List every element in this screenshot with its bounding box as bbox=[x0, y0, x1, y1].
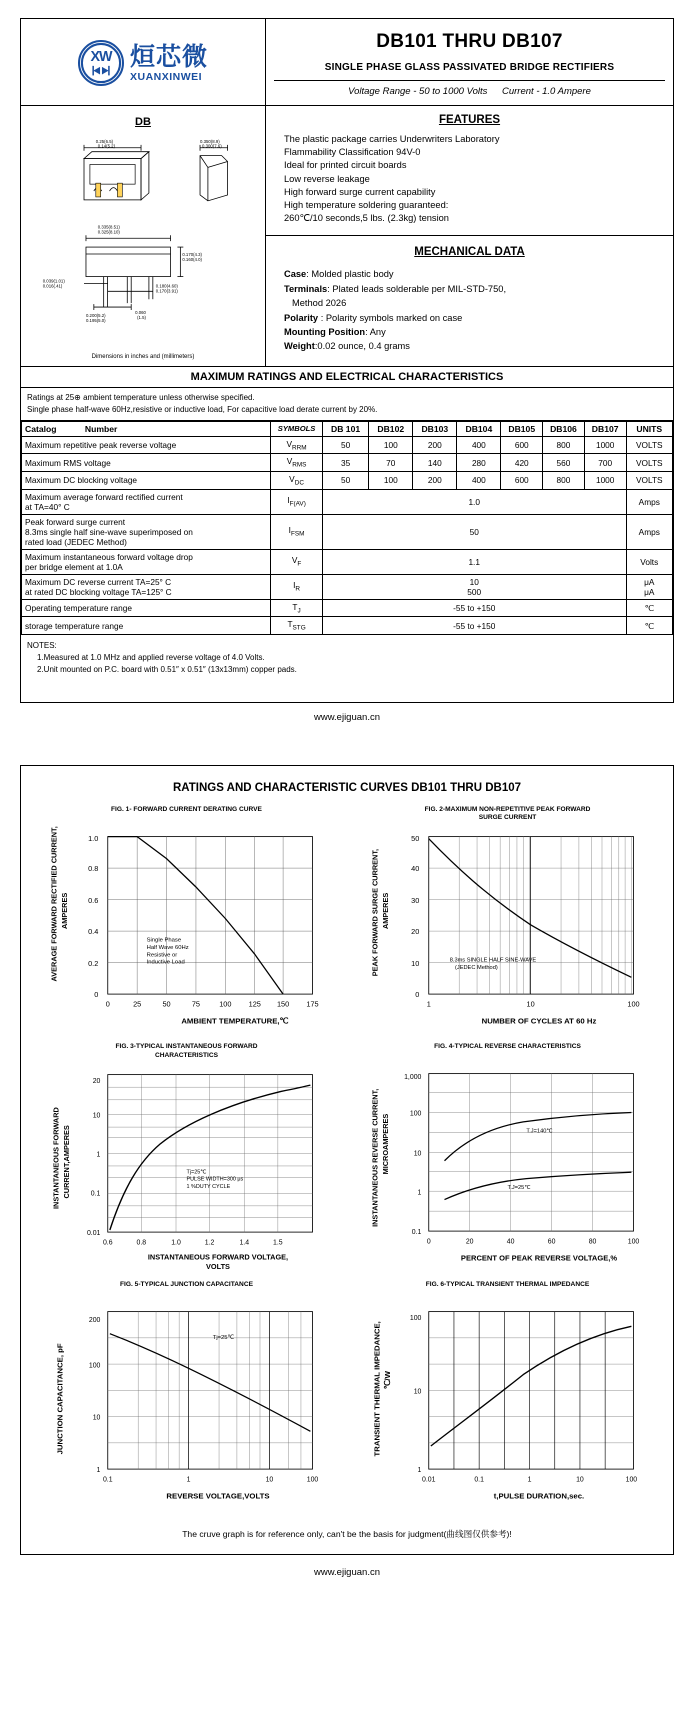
svg-text:1: 1 bbox=[186, 1476, 191, 1484]
svg-text:1.0: 1.0 bbox=[171, 1239, 181, 1247]
header-part-db106: DB106 bbox=[543, 421, 585, 436]
svg-text:100: 100 bbox=[306, 1476, 319, 1484]
row-description: Operating temperature range bbox=[22, 599, 271, 617]
chart-fig6-plot bbox=[350, 1299, 665, 1509]
svg-text:10: 10 bbox=[413, 1150, 422, 1158]
curves-title: RATINGS AND CHARACTERISTIC CURVES DB101 THRU DB107 bbox=[172, 781, 522, 794]
dim-8: 0.039(1.01) bbox=[42, 278, 65, 284]
header-part-db103: DB103 bbox=[413, 421, 457, 436]
package-drawing-panel bbox=[21, 106, 266, 366]
svg-text:Single Phase: Single Phase bbox=[146, 937, 182, 944]
mechanical-item-label: Weight bbox=[284, 341, 315, 352]
row-unit: VOLTS bbox=[626, 436, 672, 454]
svg-text:AMPERES: AMPERES bbox=[59, 892, 69, 929]
row-value-span: 1.0 bbox=[322, 489, 626, 514]
svg-text:CURRENT,AMPERES: CURRENT,AMPERES bbox=[61, 1125, 71, 1199]
row-symbol: $V_{DC}$ bbox=[271, 471, 323, 489]
mechanical-item bbox=[284, 267, 663, 281]
features-box bbox=[266, 106, 673, 236]
svg-text:0.2: 0.2 bbox=[88, 958, 99, 968]
chart-fig2-xlabel: NUMBER OF CYCLES AT 60 Hz bbox=[481, 1016, 597, 1026]
svg-text:8.3ms SINGLE HALF SINE-WAVE: 8.3ms SINGLE HALF SINE-WAVE bbox=[449, 957, 537, 964]
ratings-conditions bbox=[21, 388, 673, 420]
feature-item: High temperature soldering guaranteed: bbox=[284, 199, 449, 210]
table-row bbox=[22, 436, 673, 454]
row-description: Maximum RMS voltage bbox=[22, 454, 271, 472]
dim-4: 0.335(8.51) bbox=[97, 224, 120, 230]
svg-text:0.300(7.6): 0.300(7.6) bbox=[201, 143, 222, 149]
svg-text:T.J=25℃: T.J=25℃ bbox=[507, 1185, 531, 1192]
row-value: 400 bbox=[457, 436, 501, 454]
dim-0: 0.25(6.5) bbox=[95, 138, 114, 144]
header-part-db107: DB107 bbox=[584, 421, 626, 436]
svg-text:10: 10 bbox=[265, 1476, 274, 1484]
header-part-db102: DB102 bbox=[369, 421, 413, 436]
row-unit: ℃ bbox=[626, 599, 672, 617]
datasheet-sheet-1 bbox=[20, 18, 674, 703]
row-unit: ℃ bbox=[626, 617, 672, 635]
svg-text:1.4: 1.4 bbox=[239, 1239, 250, 1247]
row-unit: Amps bbox=[626, 514, 672, 549]
svg-text:20: 20 bbox=[92, 1077, 101, 1085]
dim-6: 0.170(4.3) bbox=[182, 251, 203, 257]
package-and-specs bbox=[21, 106, 673, 367]
row-symbol: $V_{RMS}$ bbox=[271, 454, 323, 472]
row-symbol: $I_R$ bbox=[271, 574, 323, 599]
current-rating: Current - 1.0 Ampere bbox=[502, 86, 591, 97]
website-footer-page1[interactable]: www.ejiguan.cn bbox=[313, 711, 380, 723]
svg-text:60: 60 bbox=[547, 1239, 556, 1247]
mechanical-item-value: : Plated leads solderable per MIL-STD-750, bbox=[327, 283, 507, 294]
svg-text:100: 100 bbox=[219, 999, 232, 1009]
note-item: 2.Unit mounted on P.C. board with 0.51″ x 0.51″ (13x13mm) copper pads. bbox=[37, 664, 297, 674]
svg-text:100: 100 bbox=[88, 1362, 101, 1370]
mechanical-item bbox=[284, 282, 663, 296]
header-symbols: SYMBOLS bbox=[271, 421, 323, 436]
svg-text:30: 30 bbox=[411, 896, 420, 906]
svg-text:0.1: 0.1 bbox=[411, 1229, 422, 1237]
chart-fig5-title: FIG. 5-TYPICAL JUNCTION CAPACITANCE bbox=[120, 1280, 253, 1288]
dim-10: 0.180(4.60) bbox=[155, 283, 178, 289]
header-units: UNITS bbox=[626, 421, 672, 436]
chart-fig6-title: FIG. 6-TYPICAL TRANSIENT THERMAL IMPEDANCE bbox=[425, 1280, 590, 1288]
chart-fig5 bbox=[29, 1281, 344, 1514]
svg-text:T.J=140℃: T.J=140℃ bbox=[526, 1128, 553, 1135]
specs-panel bbox=[266, 106, 673, 366]
row-value: 100 bbox=[369, 436, 413, 454]
svg-text:175: 175 bbox=[306, 999, 319, 1009]
row-value-span: 1.1 bbox=[322, 549, 626, 574]
svg-text:Tj=25℃: Tj=25℃ bbox=[212, 1334, 235, 1341]
voltage-range: Voltage Range - 50 to 1000 Volts bbox=[348, 86, 488, 97]
mechanical-item-value: :0.02 ounce, 0.4 grams bbox=[314, 341, 410, 352]
feature-item: The plastic package carries Underwriters Laboratory bbox=[284, 134, 500, 144]
header-part-db104: DB104 bbox=[457, 421, 501, 436]
chart-fig6-ylabel: TRANSIENT THERMAL IMPEDANCE, bbox=[372, 1320, 382, 1457]
page-title: DB101 THRU DB107 bbox=[376, 31, 563, 52]
svg-text:℃/W: ℃/W bbox=[382, 1370, 392, 1390]
ratings-table bbox=[21, 421, 673, 635]
footnotes bbox=[21, 635, 673, 702]
svg-text:20: 20 bbox=[411, 927, 420, 937]
table-row bbox=[22, 599, 673, 617]
svg-text:Inductive Load: Inductive Load bbox=[146, 959, 185, 966]
svg-text:40: 40 bbox=[411, 864, 420, 874]
svg-text:1.5: 1.5 bbox=[273, 1239, 283, 1247]
row-value: 1000 bbox=[584, 436, 626, 454]
curves-grid bbox=[21, 804, 673, 1514]
dim-14: 0.060 bbox=[135, 309, 146, 315]
table-row bbox=[22, 471, 673, 489]
curves-footnote: The cruve graph is for reference only, can't be the basis for judgment(曲线图仅供参考)! bbox=[182, 1528, 512, 1539]
svg-text:0: 0 bbox=[94, 990, 99, 1000]
svg-text:Half Wave 60Hz: Half Wave 60Hz bbox=[146, 944, 189, 951]
row-unit: μA μA bbox=[626, 574, 672, 599]
header-part-db101: DB 101 bbox=[322, 421, 368, 436]
mechanical-data-box bbox=[266, 236, 673, 365]
feature-item: Ideal for printed circuit boards bbox=[284, 160, 407, 171]
package-outline-drawing bbox=[25, 134, 261, 345]
row-value: 200 bbox=[413, 471, 457, 489]
feature-item: High forward surge current capability bbox=[284, 186, 436, 197]
svg-text:10: 10 bbox=[413, 1388, 422, 1396]
svg-text:10: 10 bbox=[411, 959, 420, 969]
dimension-note: Dimensions in inches and (millimeters) bbox=[91, 354, 195, 361]
table-row bbox=[22, 514, 673, 549]
dim-9: 0.016(.41) bbox=[42, 283, 63, 289]
svg-text:40: 40 bbox=[506, 1239, 515, 1247]
chart-fig1-title: FIG. 1- FORWARD CURRENT DERATING CURVE bbox=[111, 805, 262, 813]
table-row bbox=[22, 549, 673, 574]
dim-7: 0.160(4.0) bbox=[182, 256, 203, 262]
row-symbol: $I_{FSM}$ bbox=[271, 514, 323, 549]
header-catalog bbox=[22, 421, 271, 436]
row-symbol: $I_{F(AV)}$ bbox=[271, 489, 323, 514]
mechanical-item-label: Polarity bbox=[284, 312, 319, 323]
svg-text:20: 20 bbox=[465, 1239, 474, 1247]
dim-11: 0.170(3.91) bbox=[155, 288, 178, 294]
mechanical-item-label: Terminals bbox=[284, 283, 328, 294]
svg-text:10: 10 bbox=[92, 1112, 101, 1120]
package-label: DB bbox=[135, 116, 151, 128]
chart-fig2 bbox=[350, 806, 665, 1039]
dim-5: 0.325(8.10) bbox=[97, 229, 120, 235]
page-subtitle: SINGLE PHASE GLASS PASSIVATED BRIDGE RECTIFIERS bbox=[324, 62, 615, 73]
svg-text:1: 1 bbox=[96, 1151, 101, 1159]
mechanical-item bbox=[284, 325, 663, 339]
dim-2: 0.350(8.9) bbox=[200, 138, 220, 144]
svg-text:10: 10 bbox=[92, 1414, 101, 1422]
table-row bbox=[22, 617, 673, 635]
logo-english-name: XUANXINWEI bbox=[129, 70, 203, 83]
svg-text:50: 50 bbox=[411, 834, 420, 844]
mechanical-item bbox=[284, 311, 663, 325]
header-catalog-label: Catalog bbox=[25, 423, 57, 434]
ratings-condition-line: Ratings at 25⊕ ambient temperature unless otherwise specified. bbox=[27, 393, 255, 403]
header-number-label: Number bbox=[84, 423, 118, 434]
row-description: Maximum DC blocking voltage bbox=[22, 471, 271, 489]
svg-text:0.01: 0.01 bbox=[86, 1230, 101, 1238]
svg-text:100: 100 bbox=[627, 1000, 640, 1010]
row-value: 200 bbox=[413, 436, 457, 454]
svg-text:10: 10 bbox=[576, 1476, 584, 1484]
features-title: FEATURES bbox=[438, 114, 501, 126]
svg-text:50: 50 bbox=[162, 999, 171, 1009]
company-logo bbox=[21, 19, 266, 105]
row-value: 600 bbox=[501, 436, 543, 454]
svg-text:25: 25 bbox=[133, 999, 142, 1009]
svg-text:0: 0 bbox=[415, 990, 420, 1000]
row-description: Maximum average forward rectified current at TA=40° C bbox=[22, 489, 271, 514]
datasheet-page bbox=[0, 18, 694, 1578]
row-value: 420 bbox=[501, 454, 543, 472]
table-row bbox=[22, 489, 673, 514]
notes-title: NOTES: bbox=[27, 640, 57, 650]
feature-item: Flammability Classification 94V-0 bbox=[284, 147, 421, 158]
note-item: 1.Measured at 1.0 MHz and applied reverse voltage of 4.0 Volts. bbox=[37, 652, 265, 662]
svg-text:0.6: 0.6 bbox=[102, 1239, 113, 1247]
ratings-condition-line: Single phase half-wave 60Hz,resistive or inductive load, For capacitive load derate current by 20%. bbox=[27, 405, 378, 414]
features-list bbox=[276, 133, 663, 225]
header-part-db105: DB105 bbox=[501, 421, 543, 436]
svg-text:0: 0 bbox=[105, 999, 110, 1009]
row-symbol: $T_J$ bbox=[271, 599, 323, 617]
svg-text:1.2: 1.2 bbox=[204, 1239, 215, 1247]
svg-text:REVERSE VOLTAGE,VOLTS: REVERSE VOLTAGE,VOLTS bbox=[166, 1491, 270, 1501]
row-value-span: -55 to +150 bbox=[322, 617, 626, 635]
row-unit: VOLTS bbox=[626, 454, 672, 472]
row-value-span: -55 to +150 bbox=[322, 599, 626, 617]
svg-text:Resistive or: Resistive or bbox=[146, 952, 178, 959]
row-value: 50 bbox=[322, 471, 368, 489]
svg-text:100: 100 bbox=[625, 1476, 638, 1484]
row-unit: VOLTS bbox=[626, 471, 672, 489]
row-symbol: $V_{RRM}$ bbox=[271, 436, 323, 454]
row-description: Maximum instantaneous forward voltage drop per bridge element at 1.0A bbox=[22, 549, 271, 574]
svg-text:(JEDEC Method): (JEDEC Method) bbox=[455, 965, 498, 972]
dim-12: 0.200(5.2) bbox=[85, 312, 106, 318]
mechanical-item-label: Case bbox=[284, 269, 307, 280]
row-value: 140 bbox=[413, 454, 457, 472]
mechanical-item-value: : Any bbox=[365, 326, 386, 337]
row-value: 70 bbox=[369, 454, 413, 472]
chart-fig3-ylabel: INSTANTANEOUS FORWARD bbox=[51, 1107, 61, 1209]
table-row bbox=[22, 574, 673, 599]
chart-fig1-plot bbox=[29, 824, 344, 1034]
logo-chinese-name: 烜芯微 bbox=[129, 41, 208, 71]
rating-summary bbox=[274, 80, 665, 97]
svg-text:PERCENT OF PEAK REVERSE VOLTAG: PERCENT OF PEAK REVERSE VOLTAGE,% bbox=[460, 1253, 618, 1263]
chart-fig6 bbox=[350, 1281, 665, 1514]
svg-text:80: 80 bbox=[588, 1239, 597, 1247]
row-value: 800 bbox=[543, 471, 585, 489]
feature-item: 260℃/10 seconds,5 lbs. (2.3kg) tension bbox=[284, 213, 449, 224]
svg-text:t,PULSE DURATION,sec.: t,PULSE DURATION,sec. bbox=[493, 1491, 585, 1501]
svg-text:1: 1 bbox=[417, 1467, 422, 1475]
chart-fig2-plot bbox=[350, 824, 665, 1034]
mechanical-item-value: : Molded plastic body bbox=[306, 269, 394, 280]
svg-text:1: 1 bbox=[96, 1467, 101, 1475]
title-block bbox=[266, 19, 673, 105]
svg-text:0.6: 0.6 bbox=[88, 895, 99, 905]
row-value: 700 bbox=[584, 454, 626, 472]
chart-fig3-title: FIG. 3-TYPICAL INSTANTANEOUS FORWARD CHARACTERISTICS bbox=[115, 1043, 258, 1059]
svg-text:200: 200 bbox=[88, 1316, 101, 1324]
svg-text:0.14(5.2): 0.14(5.2) bbox=[97, 143, 116, 149]
chart-fig3-plot bbox=[29, 1062, 344, 1272]
svg-text:100: 100 bbox=[627, 1239, 640, 1247]
svg-text:1,000: 1,000 bbox=[404, 1074, 422, 1082]
feature-item: Low reverse leakage bbox=[284, 173, 370, 184]
row-value: 400 bbox=[457, 471, 501, 489]
chart-fig3 bbox=[29, 1043, 344, 1276]
row-value: 800 bbox=[543, 436, 585, 454]
table-row bbox=[22, 454, 673, 472]
svg-text:1: 1 bbox=[527, 1476, 532, 1484]
document-header bbox=[21, 19, 673, 106]
svg-text:1.0: 1.0 bbox=[88, 833, 99, 843]
mechanical-item-value: : Polarity symbols marked on case bbox=[318, 312, 463, 323]
svg-text:MICROAMPERES: MICROAMPERES bbox=[380, 1114, 390, 1175]
svg-text:100: 100 bbox=[409, 1314, 422, 1322]
row-value: 560 bbox=[543, 454, 585, 472]
svg-text:10: 10 bbox=[526, 1000, 535, 1010]
svg-text:0.1: 0.1 bbox=[102, 1476, 113, 1484]
row-description: Maximum repetitive peak reverse voltage bbox=[22, 436, 271, 454]
row-unit: Amps bbox=[626, 489, 672, 514]
svg-text:1: 1 bbox=[426, 1000, 431, 1010]
row-value-span: 10 500 bbox=[322, 574, 626, 599]
svg-text:0.4: 0.4 bbox=[88, 927, 99, 937]
svg-text:0.8: 0.8 bbox=[88, 864, 99, 874]
mechanical-item bbox=[284, 339, 663, 353]
chart-fig5-plot bbox=[29, 1299, 344, 1509]
svg-text:VOLTS: VOLTS bbox=[206, 1261, 230, 1271]
row-description: Maximum DC reverse current TA=25° C at rated DC blocking voltage TA=125° C bbox=[22, 574, 271, 599]
svg-text:PULSE WIDTH=300 μs: PULSE WIDTH=300 μs bbox=[186, 1176, 244, 1183]
row-value: 100 bbox=[369, 471, 413, 489]
row-unit: Volts bbox=[626, 549, 672, 574]
chart-fig4-plot bbox=[350, 1061, 665, 1271]
row-value: 1000 bbox=[584, 471, 626, 489]
table-header-row bbox=[22, 421, 673, 436]
row-description: Peak forward surge current 8.3ms single half sine-wave superimposed on rated load (JEDEC Method) bbox=[22, 514, 271, 549]
chart-fig4 bbox=[350, 1043, 665, 1276]
chart-fig1-xlabel: AMBIENT TEMPERATURE,℃ bbox=[181, 1016, 289, 1026]
chart-fig1 bbox=[29, 806, 344, 1039]
svg-text:0.1: 0.1 bbox=[90, 1190, 101, 1198]
mechanical-item bbox=[284, 296, 663, 310]
row-symbol: $V_F$ bbox=[271, 549, 323, 574]
mechanical-title: MECHANICAL DATA bbox=[414, 246, 525, 259]
svg-text:INSTANTANEOUS FORWARD VOLTAGE,: INSTANTANEOUS FORWARD VOLTAGE, bbox=[147, 1252, 289, 1262]
mechanical-list bbox=[276, 267, 663, 353]
svg-text:AMPERES: AMPERES bbox=[380, 893, 390, 930]
chart-fig2-ylabel: PEAK FORWARD SURGE CURRENT, bbox=[370, 849, 380, 977]
svg-text:0.8: 0.8 bbox=[136, 1239, 147, 1247]
svg-text:150: 150 bbox=[276, 999, 290, 1009]
chart-fig2-title: FIG. 2-MAXIMUM NON-REPETITIVE PEAK FORWARD SURGE CURRENT bbox=[424, 805, 591, 822]
dim-15: (1.5) bbox=[137, 314, 146, 320]
mechanical-item-value: Method 2026 bbox=[292, 298, 347, 309]
svg-text:1: 1 bbox=[417, 1189, 422, 1197]
svg-text:Tj=25℃: Tj=25℃ bbox=[186, 1169, 207, 1176]
website-footer-page2[interactable]: www.ejiguan.cn bbox=[313, 1566, 380, 1578]
row-value: 50 bbox=[322, 436, 368, 454]
svg-text:125: 125 bbox=[248, 999, 261, 1009]
svg-text:75: 75 bbox=[191, 999, 201, 1009]
row-value-span: 50 bbox=[322, 514, 626, 549]
svg-text:1 %DUTY CYCLE: 1 %DUTY CYCLE bbox=[186, 1183, 231, 1190]
row-value: 280 bbox=[457, 454, 501, 472]
ratings-banner: MAXIMUM RATINGS AND ELECTRICAL CHARACTERISTICS bbox=[21, 367, 673, 388]
mechanical-item-label: Mounting Position bbox=[284, 326, 366, 337]
svg-text:100: 100 bbox=[409, 1110, 422, 1118]
chart-fig1-ylabel: AVERAGE FORWARD RECTIFIED CURRENT, bbox=[49, 826, 59, 982]
chart-fig4-title: FIG. 4-TYPICAL REVERSE CHARACTERISTICS bbox=[434, 1043, 581, 1051]
chart-fig4-ylabel: INSTANTANEOUS REVERSE CURRENT, bbox=[370, 1089, 380, 1228]
row-value: 600 bbox=[501, 471, 543, 489]
datasheet-sheet-2 bbox=[20, 765, 674, 1555]
svg-text:0.1: 0.1 bbox=[474, 1476, 484, 1484]
svg-text:XW: XW bbox=[90, 49, 112, 66]
row-value: 35 bbox=[322, 454, 368, 472]
svg-text:0: 0 bbox=[426, 1239, 431, 1247]
logo-mark-icon bbox=[78, 40, 124, 86]
row-symbol: $T_{STG}$ bbox=[271, 617, 323, 635]
row-description: storage temperature range bbox=[22, 617, 271, 635]
chart-fig5-ylabel: JUNCTION CAPACITANCE, pF bbox=[55, 1343, 65, 1455]
dim-13: 0.195(5.0) bbox=[85, 317, 106, 323]
svg-text:0.01: 0.01 bbox=[422, 1476, 436, 1484]
